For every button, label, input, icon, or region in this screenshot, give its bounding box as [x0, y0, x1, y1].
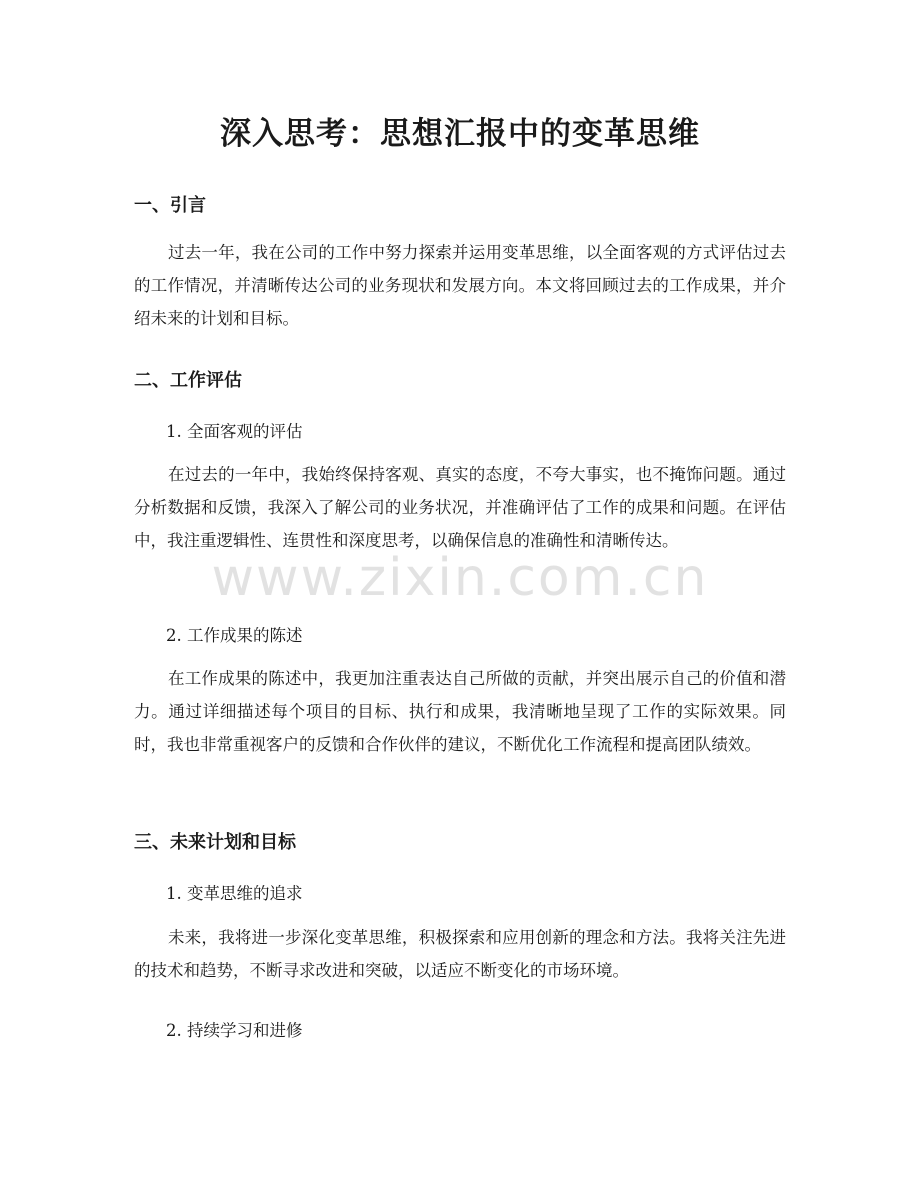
document-title: 深入思考：思想汇报中的变革思维 — [220, 116, 700, 152]
section-heading-intro: 一、引言 — [134, 195, 206, 216]
paragraph-transformation-pursuit: 未来，我将进一步深化变革思维，积极探索和应用创新的理念和方法。我将关注先进的技术和趋势，不断寻求改进和突破，以适应不断变化的市场环境。 — [134, 928, 786, 980]
paragraph-intro: 过去一年，我在公司的工作中努力探索并运用变革思维，以全面客观的方式评估过去的工作情况，并清晰传达公司的业务现状和发展方向。本文将回顾过去的工作成果，并介绍未来的计划和目标。 — [134, 243, 786, 328]
subheading-objective-evaluation: 1. 全面客观的评估 — [166, 422, 303, 441]
subheading-achievements: 2. 工作成果的陈述 — [166, 626, 303, 645]
subheading-continuous-learning: 2. 持续学习和进修 — [166, 1021, 303, 1040]
subheading-transformation-pursuit: 1. 变革思维的追求 — [166, 884, 303, 903]
section-heading-future: 三、未来计划和目标 — [134, 832, 296, 853]
paragraph-achievements: 在工作成果的陈述中，我更加注重表达自己所做的贡献，并突出展示自己的价值和潜力。通过详细描述每个项目的目标、执行和成果，我清晰地呈现了工作的实际效果。同时，我也非常重视客户的反馈和合作伙伴的建议，不断优化工作流程和提高团队绩效。 — [134, 669, 786, 754]
section-heading-evaluation: 二、工作评估 — [134, 370, 242, 391]
paragraph-objective-evaluation: 在过去的一年中，我始终保持客观、真实的态度，不夸大事实，也不掩饰问题。通过分析数据和反馈，我深入了解公司的业务状况，并准确评估了工作的成果和问题。在评估中，我注重逻辑性、连贯性和深度思考，以确保信息的准确性和清晰传达。 — [134, 465, 786, 550]
watermark: www.zixin.com.cn — [211, 548, 709, 608]
